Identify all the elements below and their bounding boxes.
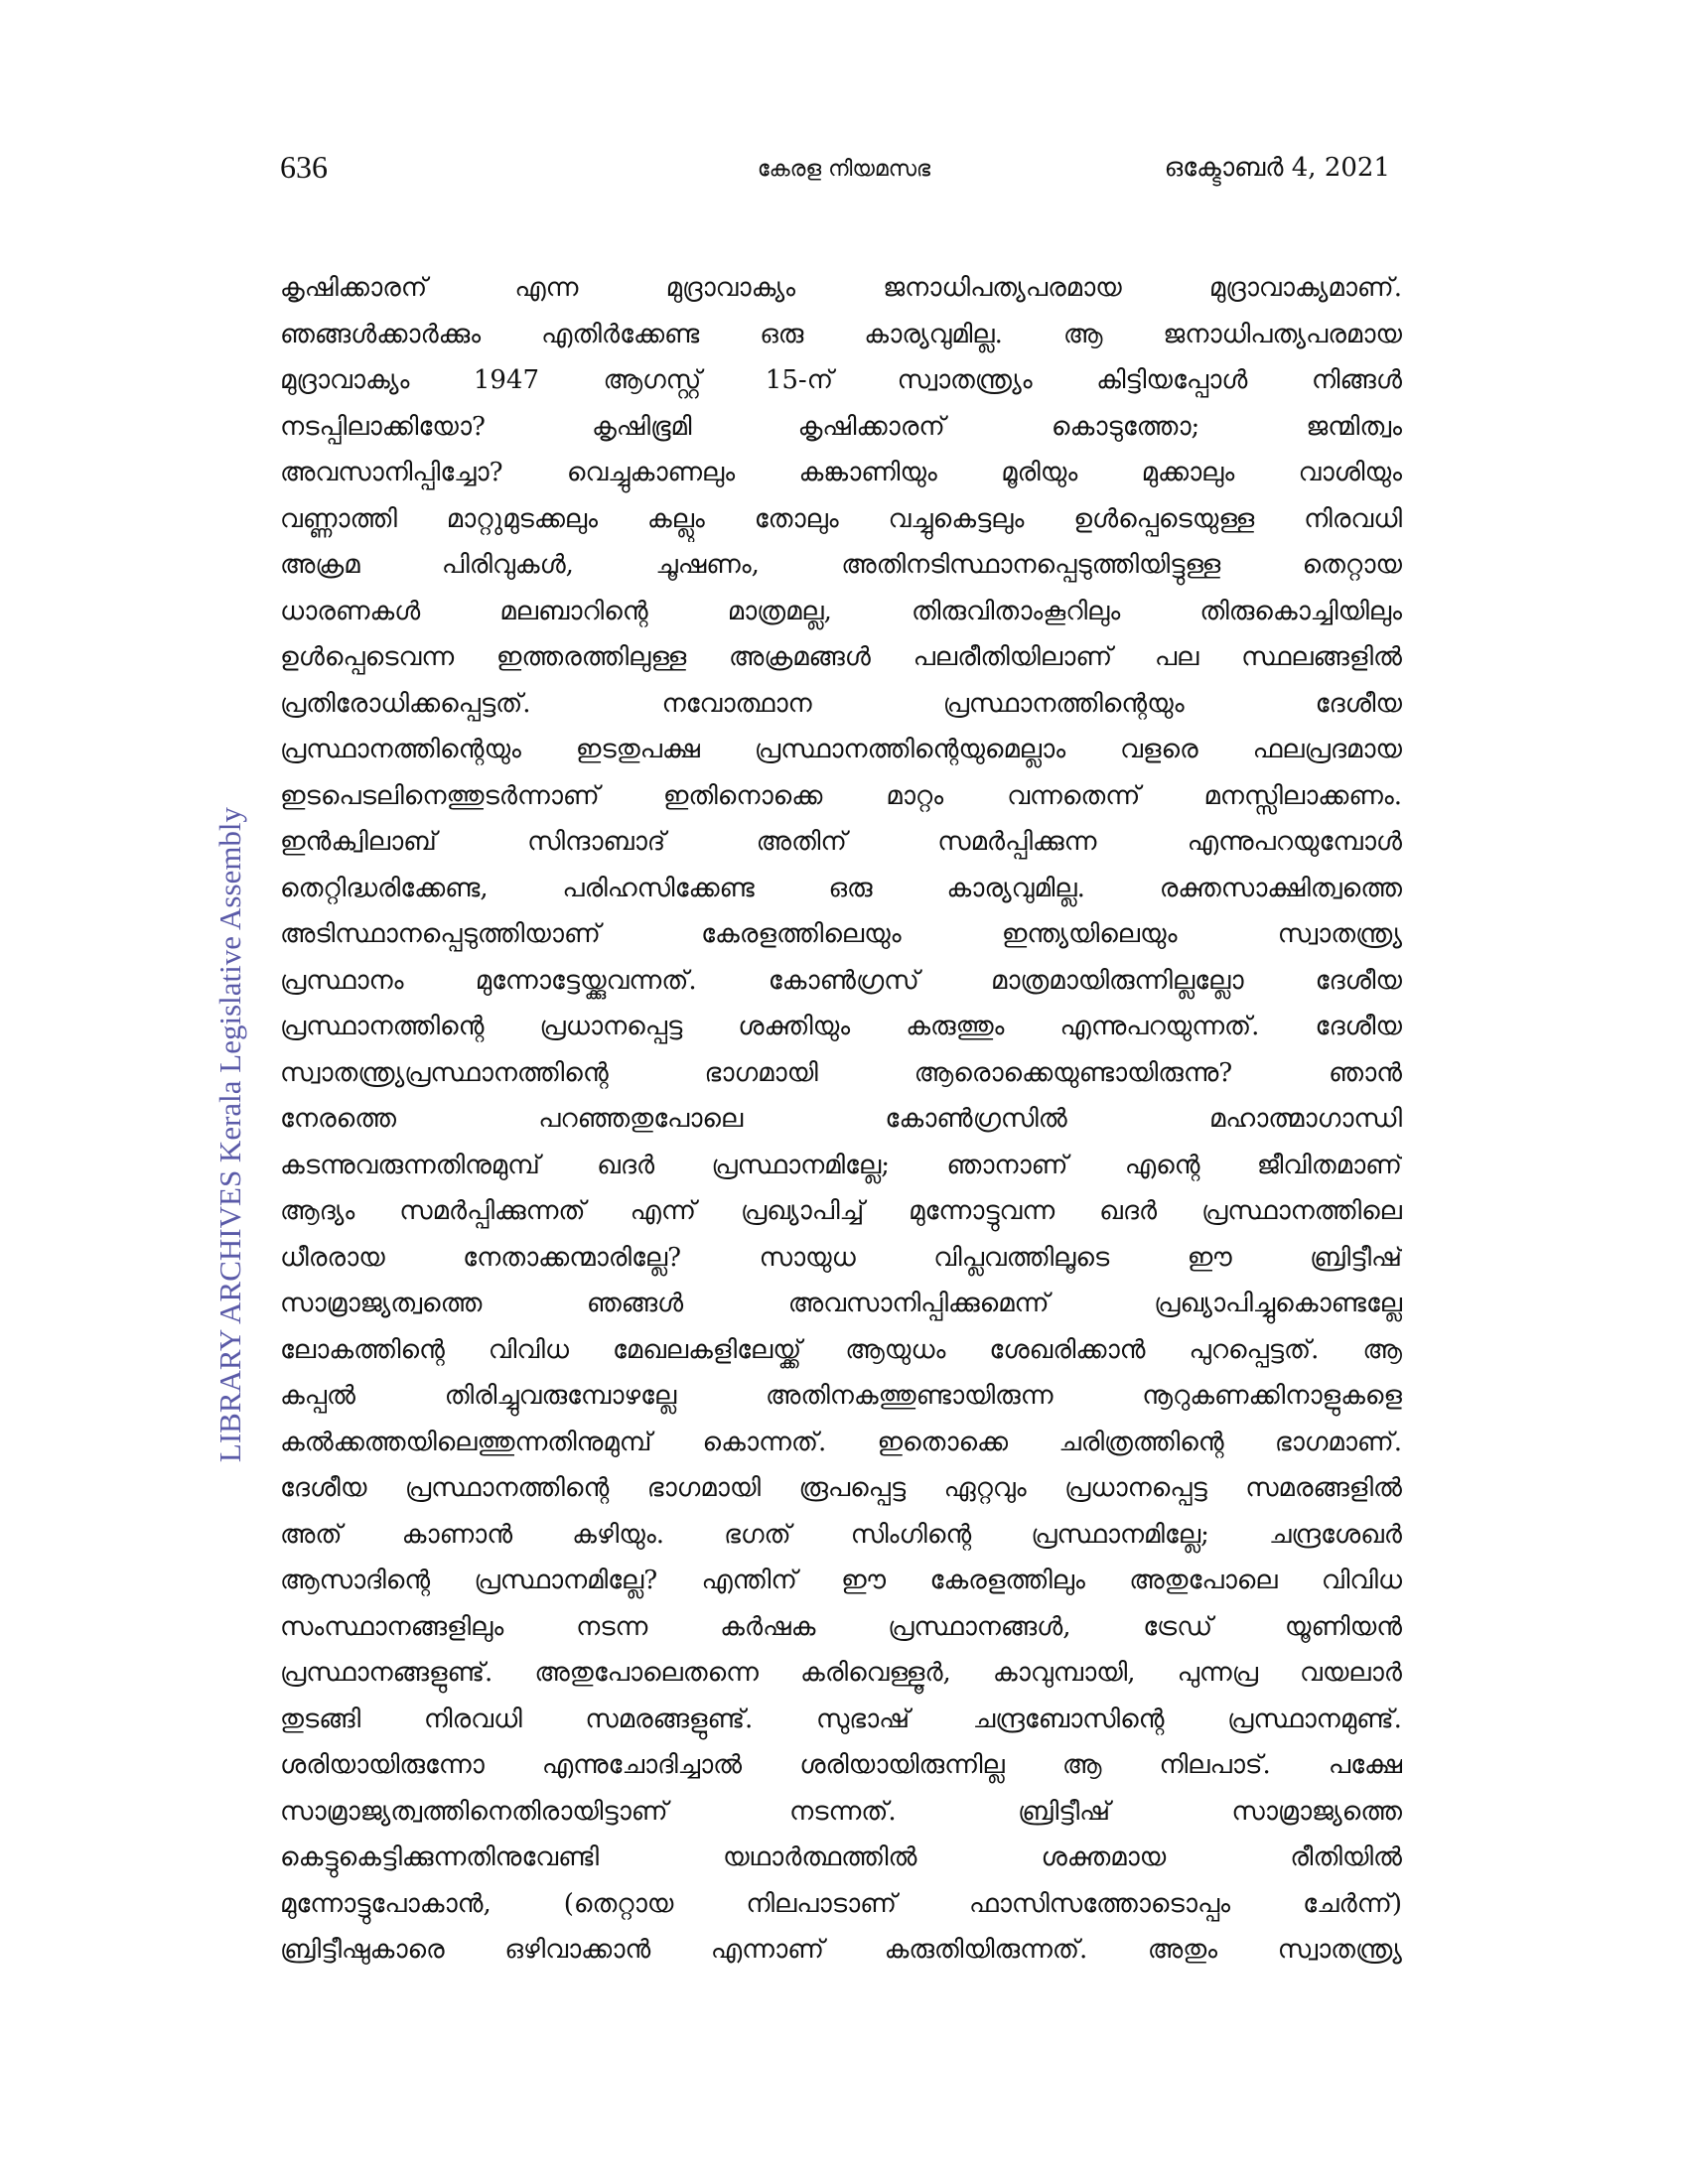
body-line: ലോകത്തിന്റെ വിവിധ മേഖലകളിലേയ്ക്ക് ആയുധം ശേഖരിക്കാൻ പുറപ്പെട്ടത്. ആ bbox=[280, 1334, 1402, 1365]
body-line: അത് കാണാൻ കഴിയും. ഭഗത് സിംഗിന്റെ പ്രസ്ഥാനമില്ലേ; ചന്ദ്രശേഖർ bbox=[280, 1519, 1402, 1550]
body-line: മുന്നോട്ടുപോകാൻ, (തെറ്റായ നിലപാടാണ് ഫാസിസത്തോടൊപ്പം ചേർന്ന്) bbox=[280, 1888, 1402, 1919]
body-line: ആസാദിന്റെ പ്രസ്ഥാനമില്ലേ? എന്തിന് ഈ കേരളത്തിലും അതുപോലെ വിവിധ bbox=[280, 1566, 1402, 1595]
body-line: കൽക്കത്തയിലെത്തുന്നതിനുമുമ്പ് കൊന്നത്. ഇതൊക്കെ ചരിത്രത്തിന്റെ ഭാഗമാണ്. bbox=[280, 1427, 1402, 1457]
body-line: ധാരണകൾ മലബാറിന്റെ മാത്രമല്ല, തിരുവിതാംകൂറിലും തിരുകൊച്ചിയിലും bbox=[280, 596, 1402, 626]
body-line: സാമ്രാജ്യത്വത്തെ ഞങ്ങൾ അവസാനിപ്പിക്കുമെന്ന് പ്രഖ്യാപിച്ചുകൊണ്ടല്ലേ bbox=[280, 1289, 1402, 1318]
library-watermark: LIBRARY ARCHIVES Kerala Legislative Assembly bbox=[212, 806, 247, 1463]
body-line: പ്രതിരോധിക്കപ്പെട്ടത്. നവോത്ഥാന പ്രസ്ഥാനത്തിന്റെയും ദേശീയ bbox=[280, 688, 1402, 719]
body-line: പ്രസ്ഥാനത്തിന്റെ പ്രധാനപ്പെട്ട ശക്തിയും കരുത്തും എന്നുപറയുന്നത്. ദേശീയ bbox=[280, 1012, 1402, 1041]
body-line: തുടങ്ങി നിരവധി സമരങ്ങളുണ്ട്. സുഭാഷ് ചന്ദ്രബോസിന്റെ പ്രസ്ഥാനമുണ്ട്. bbox=[280, 1704, 1402, 1734]
body-line: തെറ്റിദ്ധരിക്കേണ്ട, പരിഹസിക്കേണ്ട ഒരു കാര്യവുമില്ല. രക്തസാക്ഷിത്വത്തെ bbox=[280, 873, 1402, 903]
body-line: കൃഷിക്കാരന് എന്ന മുദ്രാവാക്യം ജനാധിപത്യപരമായ മുദ്രാവാക്യമാണ്. bbox=[280, 273, 1402, 303]
page-number: 636 bbox=[280, 149, 328, 185]
body-line: പ്രസ്ഥാനം മുന്നോട്ടേയ്ക്കുവന്നത്. കോൺഗ്രസ് മാത്രമായിരുന്നില്ലല്ലോ ദേശീയ bbox=[280, 965, 1402, 996]
body-line: ഇടപെടലിനെത്തുടർന്നാണ് ഇതിനൊക്കെ മാറ്റം വന്നതെന്ന് മനസ്സിലാക്കണം. bbox=[280, 780, 1402, 811]
body-line: അവസാനിപ്പിച്ചോ? വെച്ചുകാണലും കങ്കാണിയും മൂരിയും മുക്കാലും വാശിയും bbox=[280, 458, 1402, 487]
body-line: ഇൻക്വിലാബ് സിന്ദാബാദ് അതിന് സമർപ്പിക്കുന്ന എന്നുപറയുമ്പോൾ bbox=[280, 827, 1402, 857]
body-line: നേരത്തെ പറഞ്ഞതുപോലെ കോൺഗ്രസിൽ മഹാത്മാഗാന്ധി bbox=[280, 1104, 1402, 1134]
body-line: വണ്ണാത്തി മാറ്റുമുടക്കലും കല്ലും തോലും വച്ചുകെട്ടലും ഉൾപ്പെടെയുള്ള നിരവധി bbox=[280, 503, 1402, 534]
running-title: കേരള നിയമസഭ bbox=[757, 157, 931, 182]
body-line: സാമ്രാജ്യത്വത്തിനെതിരായിട്ടാണ് നടന്നത്. ബ്രിട്ടീഷ് സാമ്രാജ്യത്തെ bbox=[280, 1796, 1402, 1827]
body-line: അടിസ്ഥാനപ്പെടുത്തിയാണ് കേരളത്തിലെയും ഇന്ത്യയിലെയും സ്വാതന്ത്ര്യ bbox=[280, 919, 1402, 949]
body-line: പ്രസ്ഥാനത്തിന്റെയും ഇടതുപക്ഷ പ്രസ്ഥാനത്തിന്റെയുമെല്ലാം വളരെ ഫലപ്രദമായ bbox=[280, 735, 1402, 764]
body-line: ധീരരായ നേതാക്കന്മാരില്ലേ? സായുധ വിപ്ലവത്തിലൂടെ ഈ ബ്രിട്ടീഷ് bbox=[280, 1242, 1402, 1273]
body-line: സ്വാതന്ത്ര്യപ്രസ്ഥാനത്തിന്റെ ഭാഗമായി ആരൊക്കെയുണ്ടായിരുന്നു? ഞാൻ bbox=[280, 1057, 1402, 1088]
body-line: ആദ്യം സമർപ്പിക്കുന്നത് എന്ന് പ്രഖ്യാപിച്ച് മുന്നോട്ടുവന്ന ഖദർ പ്രസ്ഥാനത്തിലെ bbox=[280, 1196, 1402, 1226]
body-line: കപ്പൽ തിരിച്ചുവരുമ്പോഴല്ലേ അതിനകത്തുണ്ടായിരുന്ന നൂറുകണക്കിനാളുകളെ bbox=[280, 1381, 1402, 1411]
body-line: കെട്ടുകെട്ടിക്കുന്നതിനുവേണ്ടി യഥാർത്ഥത്തിൽ ശക്തമായ രീതിയിൽ bbox=[280, 1843, 1402, 1872]
body-line: നടപ്പിലാക്കിയോ? കൃഷിഭൂമി കൃഷിക്കാരന് കൊടുത്തോ; ജന്മിത്വം bbox=[280, 411, 1402, 442]
page-header bbox=[0, 149, 1688, 199]
body-line: അക്രമ പിരിവുകൾ, ചൂഷണം, അതിനടിസ്ഥാനപ്പെടുത്തിയിട്ടുള്ള തെറ്റായ bbox=[280, 550, 1402, 580]
body-line: സംസ്ഥാനങ്ങളിലും നടന്ന കർഷക പ്രസ്ഥാനങ്ങൾ, ട്രേഡ് യൂണിയൻ bbox=[280, 1611, 1402, 1642]
body-line: ഞങ്ങൾക്കാർക്കും എതിർക്കേണ്ട ഒരു കാര്യവുമില്ല. ആ ജനാധിപത്യപരമായ bbox=[280, 319, 1402, 349]
body-line: ഉൾപ്പെടെവന്ന ഇത്തരത്തിലുള്ള അക്രമങ്ങൾ പലരീതിയിലാണ് പല സ്ഥലങ്ങളിൽ bbox=[280, 642, 1402, 672]
body-line: കടന്നുവരുന്നതിനുമുമ്പ് ഖദർ പ്രസ്ഥാനമില്ലേ; ഞാനാണ് എന്റെ ജീവിതമാണ് bbox=[280, 1150, 1402, 1180]
body-line: ശരിയായിരുന്നോ എന്നുചോദിച്ചാൽ ശരിയായിരുന്നില്ല ആ നിലപാട്. പക്ഷേ bbox=[280, 1750, 1402, 1780]
body-text bbox=[280, 265, 1402, 1974]
body-line: ബ്രിട്ടീഷുകാരെ ഒഴിവാക്കാൻ എന്നാണ് കരുതിയിരുന്നത്. അതും സ്വാതന്ത്ര്യ bbox=[280, 1935, 1402, 1965]
body-line: പ്രസ്ഥാനങ്ങളുണ്ട്. അതുപോലെതന്നെ കരിവെള്ളൂർ, കാവുമ്പായി, പുന്നപ്ര വയലാർ bbox=[280, 1658, 1402, 1688]
body-line: ദേശീയ പ്രസ്ഥാനത്തിന്റെ ഭാഗമായി രൂപപ്പെട്ട ഏറ്റവും പ്രധാനപ്പെട്ട സമരങ്ങളിൽ bbox=[280, 1473, 1402, 1503]
body-line: മുദ്രാവാക്യം 1947 ആഗസ്റ്റ് 15-ന് സ്വാതന്ത്ര്യം കിട്ടിയപ്പോൾ നിങ്ങൾ bbox=[280, 365, 1402, 395]
header-date: ഒക്ടോബർ 4, 2021 bbox=[1164, 153, 1390, 183]
